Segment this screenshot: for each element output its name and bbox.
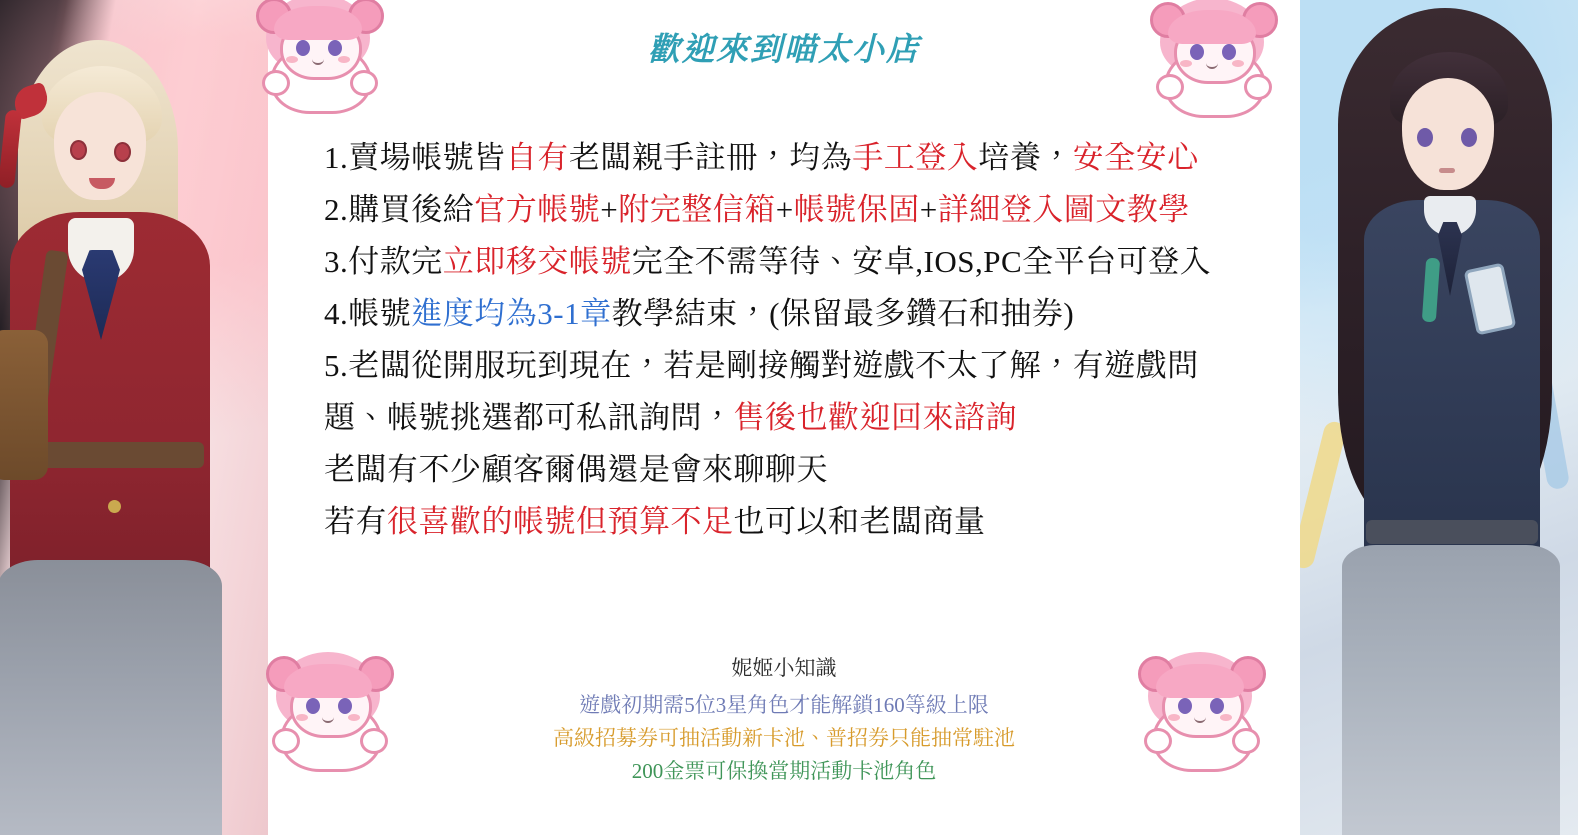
list-item-text: 很喜歡的帳號但預算不足 xyxy=(387,504,734,539)
list-item-text: 老闆有不少顧客爾偶還是會來聊聊天 xyxy=(324,452,828,487)
list-item-text: 自有 xyxy=(505,140,569,175)
list-item-text: 立即移交帳號 xyxy=(442,244,632,279)
list-item-number: 3. xyxy=(324,244,349,279)
list-item-text: 附完整信箱 xyxy=(618,192,776,227)
tips-section xyxy=(268,652,1300,788)
tip-item: 遊戲初期需5位3星角色才能解鎖160等級上限 xyxy=(579,693,989,717)
left-character-artwork xyxy=(0,0,268,835)
list-item-text: 教學結束，(保留最多鑽石和抽券) xyxy=(611,296,1075,331)
info-list-item xyxy=(324,288,1284,340)
list-item-text: 培養， xyxy=(978,140,1073,175)
list-item-text: 安全安心 xyxy=(1072,140,1199,175)
tip-item: 高級招募券可抽活動新卡池、普招券只能抽常駐池 xyxy=(553,726,1015,750)
shop-title: 歡迎來到喵太小店 xyxy=(647,31,920,67)
list-item-number: 1. xyxy=(324,140,349,175)
left-character-figure xyxy=(0,0,220,835)
tips-list xyxy=(268,689,1300,788)
list-item-text: 官方帳號 xyxy=(474,192,601,227)
info-list-item xyxy=(324,392,1284,444)
list-item-text: 完全不需等待、安卓,IOS,PC全平台可登入 xyxy=(631,244,1212,279)
info-list-item xyxy=(324,184,1284,236)
list-item-text: 帳號保固 xyxy=(793,192,920,227)
info-list-item xyxy=(324,496,1284,548)
list-item-number: 2. xyxy=(324,192,349,227)
list-item-text: 進度均為3-1章 xyxy=(411,296,612,331)
right-character-artwork xyxy=(1300,0,1578,835)
list-item-text: + xyxy=(600,192,619,227)
list-item-text: 付款完 xyxy=(348,244,443,279)
list-item-text: 賣場帳號皆 xyxy=(348,140,506,175)
list-item-text: 題、帳號挑選都可私訊詢問， xyxy=(324,400,734,435)
list-item-text: 帳號 xyxy=(348,296,412,331)
info-list-item xyxy=(324,340,1284,392)
right-character-figure xyxy=(1320,0,1570,835)
info-list-item xyxy=(324,444,1284,496)
list-item-text: 手工登入 xyxy=(852,140,979,175)
list-item-text: 購買後給 xyxy=(348,192,475,227)
list-item-text: 也可以和老闆商量 xyxy=(733,504,986,539)
info-list-item xyxy=(324,132,1284,184)
info-list-item xyxy=(324,236,1284,288)
list-item-text: 若有 xyxy=(324,504,387,539)
list-item-text: + xyxy=(919,192,938,227)
list-item-number: 5. xyxy=(324,348,349,383)
list-item-text: 售後也歡迎回來諮詢 xyxy=(733,400,1017,435)
tips-heading: 妮姬小知識 xyxy=(731,656,837,680)
list-item-text: 詳細登入圖文教學 xyxy=(937,192,1190,227)
list-item-text: + xyxy=(775,192,794,227)
info-list xyxy=(324,132,1284,548)
list-item-number: 4. xyxy=(324,296,349,331)
list-item-text: 老闆親手註冊，均為 xyxy=(568,140,853,175)
tip-item: 200金票可保換當期活動卡池角色 xyxy=(631,759,937,783)
list-item-text: 老闆從開服玩到現在，若是剛接觸對遊戲不太了解，有遊戲問 xyxy=(348,348,1199,383)
